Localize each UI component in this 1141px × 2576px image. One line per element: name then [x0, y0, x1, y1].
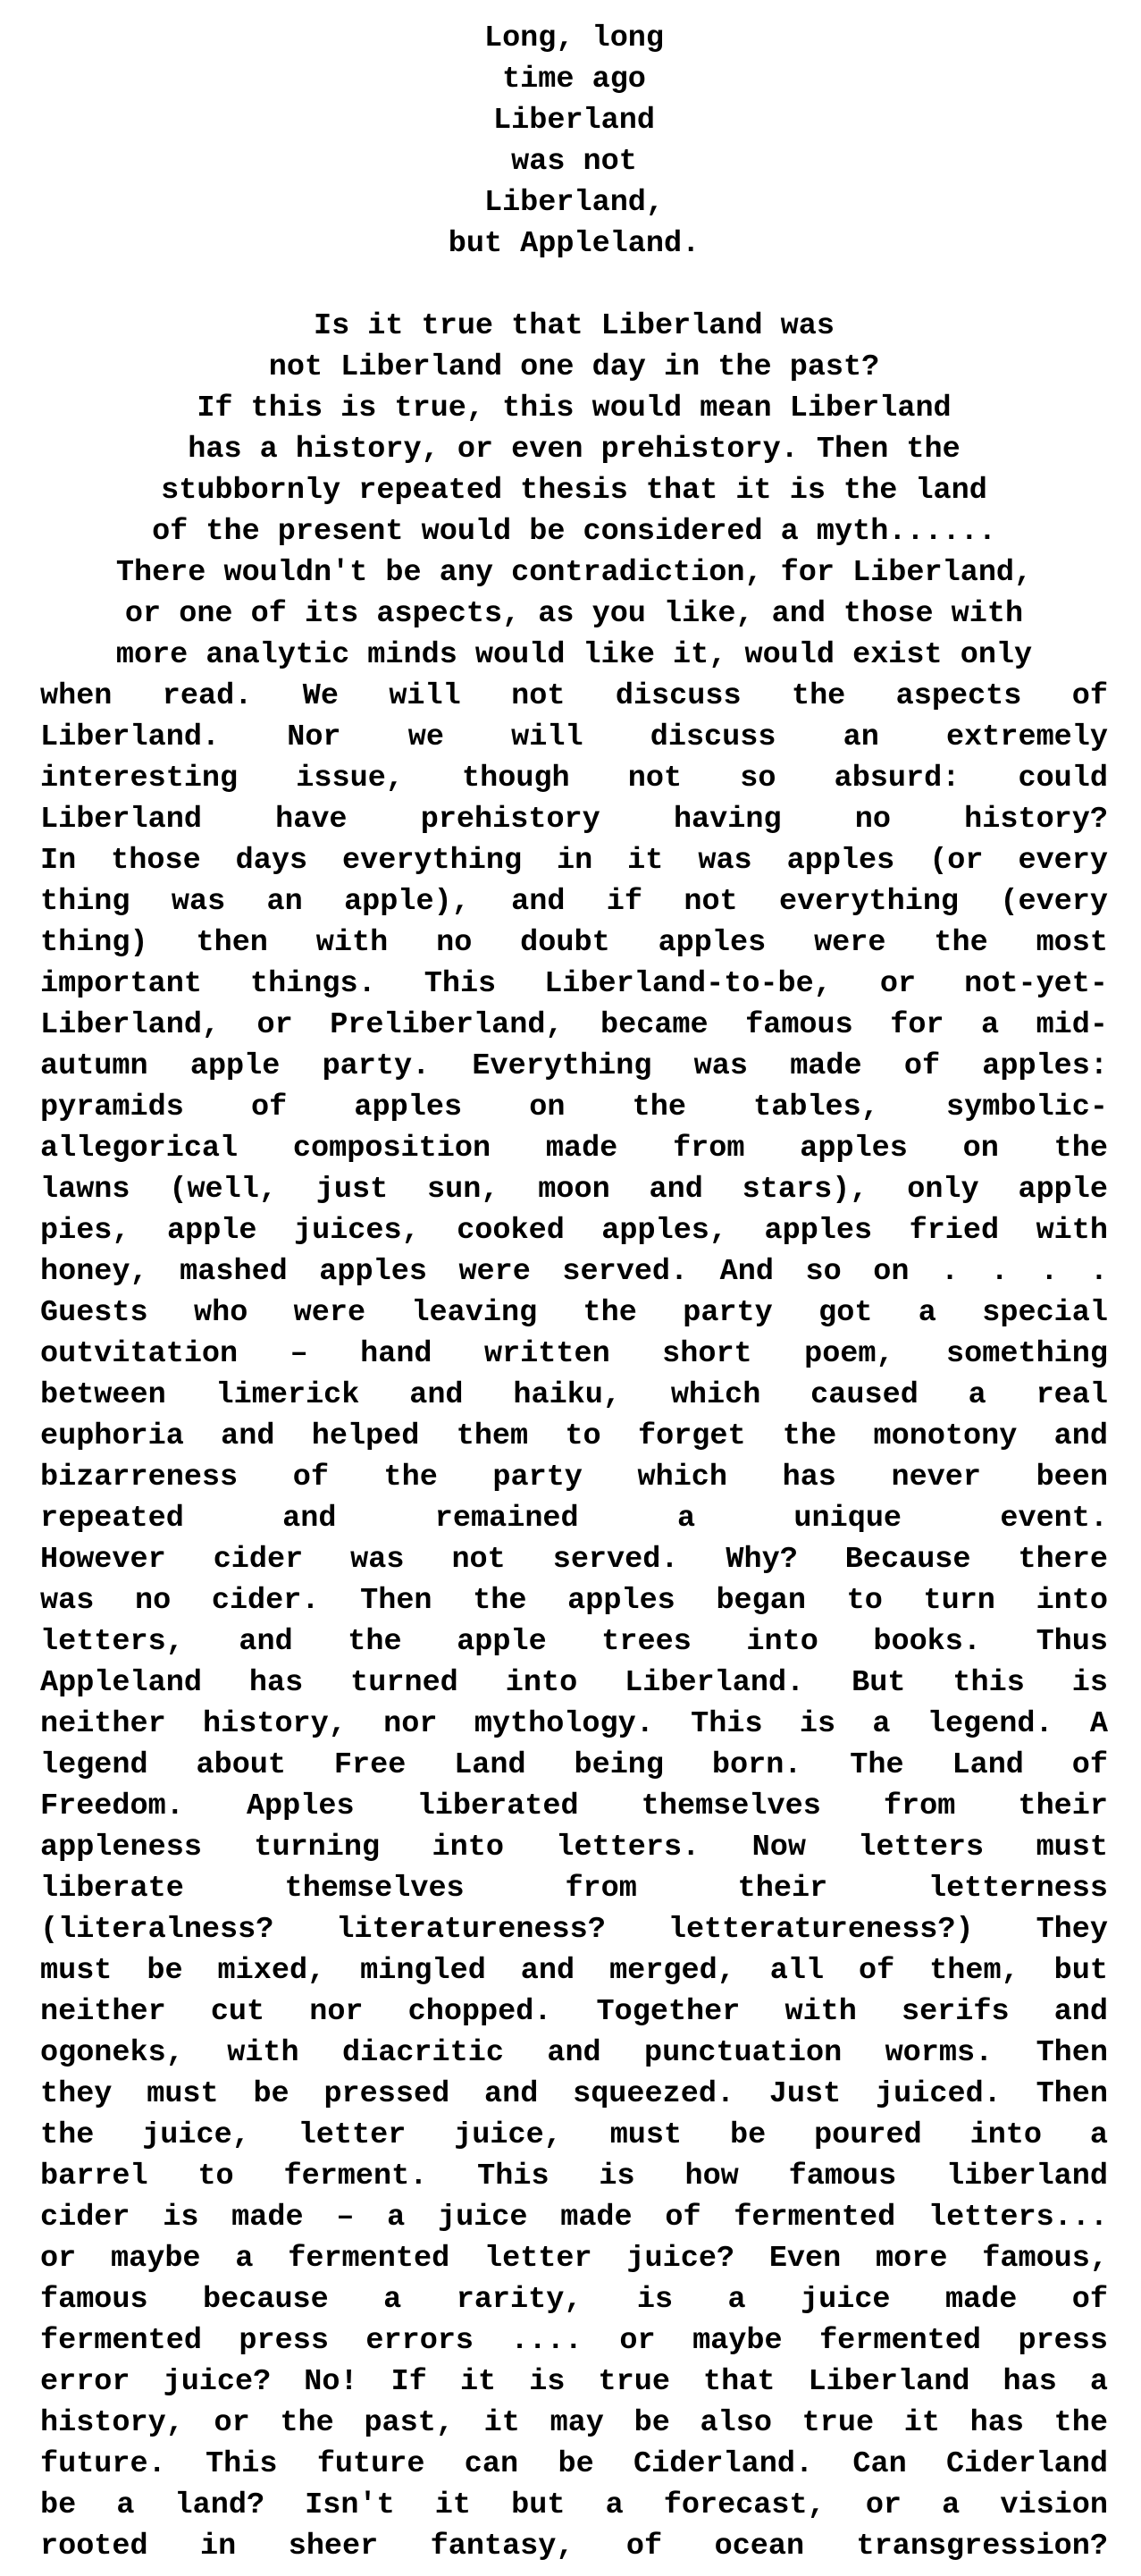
text-line: In those days everything in it was apples (or every: [40, 844, 1108, 878]
text-line: honey, mashed apples were served. And so on . . . .: [40, 1255, 1108, 1289]
text-line: not Liberland one day in the past?: [268, 350, 880, 384]
title-line: was not: [511, 145, 637, 179]
text-line: fermented press errors .... or maybe fermented press: [40, 2324, 1108, 2358]
text-line: or one of its aspects, as you like, and those with: [124, 597, 1024, 631]
text-line: cider is made – a juice made of fermented letters...: [40, 2201, 1108, 2235]
text-line: Liberland have prehistory having no history?: [40, 803, 1108, 837]
title-line: Liberland,: [483, 186, 665, 220]
text-line: neither history, nor mythology. This is a legend. A: [40, 1707, 1108, 1741]
text-line: Freedom. Apples liberated themselves from their: [40, 1789, 1108, 1823]
text-line: letters, and the apple trees into books. Thus: [40, 1625, 1108, 1659]
text-line: pies, apple juices, cooked apples, apples fried with: [40, 1214, 1108, 1248]
text-line: pyramids of apples on the tables, symbolic-: [40, 1090, 1108, 1124]
text-line: outvitation – hand written short poem, something: [40, 1337, 1108, 1371]
text-line: they must be pressed and squeezed. Just juiced. Then: [40, 2077, 1108, 2111]
poem-title: [40, 18, 1108, 265]
text-line: neither cut nor chopped. Together with serifs and: [40, 1995, 1108, 2029]
text-line: legend about Free Land being born. The Land of: [40, 1748, 1108, 1782]
text-line: Liberland. Nor we will discuss an extremely: [40, 720, 1108, 754]
text-line: has a history, or even prehistory. Then the: [188, 433, 961, 467]
text-line: stubbornly repeated thesis that it is the land: [161, 474, 987, 508]
text-line: interesting issue, though not so absurd: could: [40, 762, 1108, 796]
text-line: ogoneks, with diacritic and punctuation worms. Then: [40, 2036, 1108, 2070]
text-line: rooted in sheer fantasy, of ocean transgression?: [40, 2530, 1108, 2563]
body-text: [40, 306, 1108, 2567]
text-line: barrel to ferment. This is how famous liberland: [40, 2159, 1108, 2193]
title-line: Long, long: [483, 21, 665, 55]
text-line: Guests who were leaving the party got a special: [40, 1296, 1108, 1330]
text-line: of the present would be considered a myth......: [152, 515, 996, 549]
text-line: must be mixed, mingled and merged, all of them, but: [40, 1954, 1108, 1988]
text-line: error juice? No! If it is true that Liberland has a: [40, 2365, 1108, 2399]
text-line: thing) then with no doubt apples were the most: [40, 926, 1108, 960]
text-line: when read. We will not discuss the aspects of: [40, 679, 1108, 713]
text-line: Liberland, or Preliberland, became famous for a mid-: [40, 1008, 1108, 1042]
text-line: (literalness? literatureness? letteratureness?) They: [40, 1913, 1108, 1947]
text-line: There wouldn't be any contradiction, for Liberland,: [115, 556, 1033, 590]
document-page: [40, 18, 1108, 2567]
text-line: allegorical composition made from apples on the: [40, 1132, 1108, 1166]
text-line: Appleland has turned into Liberland. But this is: [40, 1666, 1108, 1700]
text-line: However cider was not served. Why? Because there: [40, 1543, 1108, 1577]
text-line: autumn apple party. Everything was made of apples:: [40, 1049, 1108, 1083]
text-line: more analytic minds would like it, would exist only: [115, 638, 1033, 672]
title-line: time ago: [502, 63, 646, 97]
text-line: famous because a rarity, is a juice made of: [40, 2283, 1108, 2317]
text-line: future. This future can be Ciderland. Can Ciderland: [40, 2447, 1108, 2481]
text-line: history, or the past, it may be also true it has the: [40, 2406, 1108, 2440]
text-line: lawns (well, just sun, moon and stars), only apple: [40, 1173, 1108, 1207]
text-line: be a land? Isn't it but a forecast, or a vision: [40, 2488, 1108, 2522]
blank-line-spacer: [40, 265, 1108, 306]
text-line: Is it true that Liberland was: [314, 309, 835, 343]
title-line: Liberland: [493, 104, 655, 138]
text-line: or maybe a fermented letter juice? Even more famous,: [40, 2242, 1108, 2276]
text-line: liberate themselves from their letterness: [40, 1872, 1108, 1906]
title-line: but Appleland.: [448, 227, 701, 261]
text-line: the juice, letter juice, must be poured into a: [40, 2118, 1108, 2152]
text-line: was no cider. Then the apples began to turn into: [40, 1584, 1108, 1618]
text-line: If this is true, this would mean Liberland: [197, 391, 952, 425]
text-line: between limerick and haiku, which caused a real: [40, 1378, 1108, 1412]
text-line: appleness turning into letters. Now letters must: [40, 1831, 1108, 1865]
text-line: thing was an apple), and if not everything (every: [40, 885, 1108, 919]
text-line: bizarreness of the party which has never been: [40, 1461, 1108, 1494]
text-line: important things. This Liberland-to-be, or not-yet-: [40, 967, 1108, 1001]
text-line: euphoria and helped them to forget the monotony and: [40, 1419, 1108, 1453]
text-line: repeated and remained a unique event.: [40, 1502, 1108, 1536]
